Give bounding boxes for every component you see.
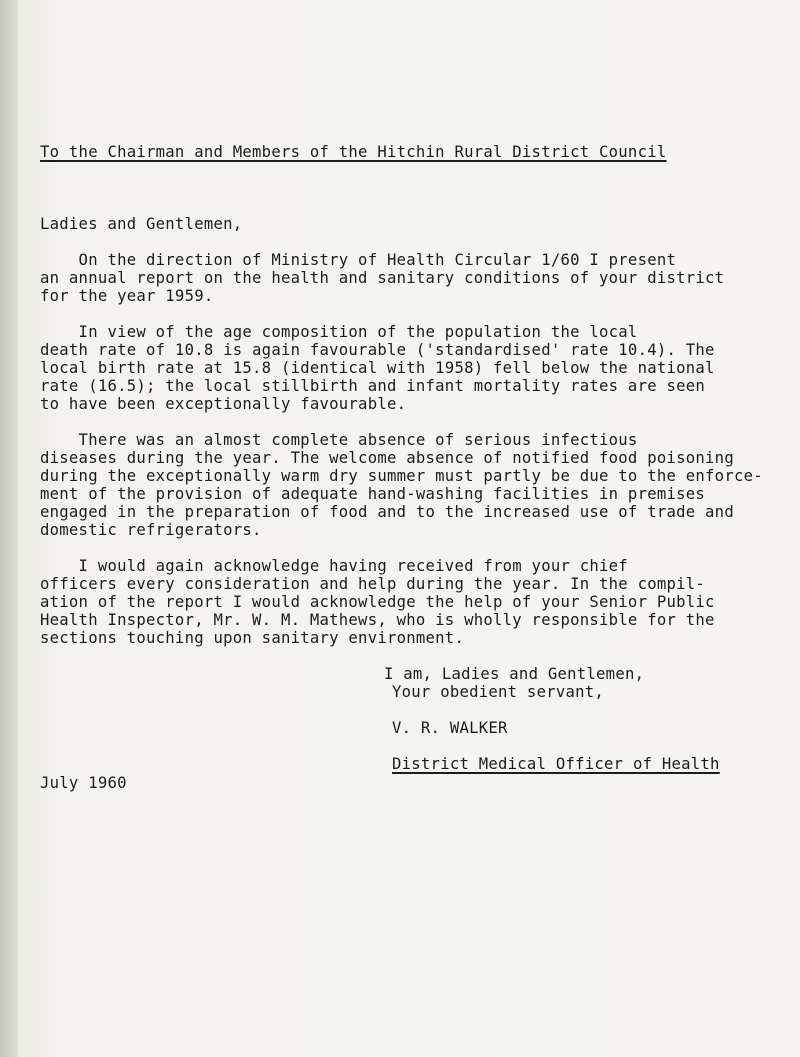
paragraph-3-line-6: domestic refrigerators.: [40, 521, 262, 539]
paragraph-4-line-1: I would again acknowledge having received from your chief: [40, 557, 628, 575]
paragraph-2-line-3: local birth rate at 15.8 (identical with 1958) fell below the national: [40, 359, 715, 377]
paragraph-1-line-2: an annual report on the health and sanitary conditions of your district: [40, 269, 725, 287]
paragraph-3-line-5: engaged in the preparation of food and to the increased use of trade and: [40, 503, 734, 521]
paragraph-2-line-2: death rate of 10.8 is again favourable ('standardised' rate 10.4). The: [40, 341, 715, 359]
paragraph-3-line-4: ment of the provision of adequate hand-washing facilities in premises: [40, 485, 706, 503]
paragraph-1-line-1: On the direction of Ministry of Health Circular 1/60 I present: [40, 251, 677, 269]
signatory-title: District Medical Officer of Health: [392, 755, 720, 773]
paragraph-4-line-2: officers every consideration and help during the year. In the compil-: [40, 575, 706, 593]
paragraph-2-line-5: to have been exceptionally favourable.: [40, 395, 407, 413]
addressee-line: To the Chairman and Members of the Hitchin Rural District Council: [40, 143, 667, 161]
letter-date: July 1960: [40, 774, 127, 792]
signatory-name: V. R. WALKER: [392, 719, 508, 737]
paragraph-3-line-2: diseases during the year. The welcome absence of notified food poisoning: [40, 449, 734, 467]
paragraph-2-line-1: In view of the age composition of the population the local: [40, 323, 638, 341]
paragraph-4-line-5: sections touching upon sanitary environment.: [40, 629, 465, 647]
paragraph-3-line-3: during the exceptionally warm dry summer must partly be due to the enforce-: [40, 467, 763, 485]
closing-line-1: I am, Ladies and Gentlemen,: [384, 665, 645, 683]
paragraph-1-line-3: for the year 1959.: [40, 287, 214, 305]
paragraph-2-line-4: rate (16.5); the local stillbirth and infant mortality rates are seen: [40, 377, 706, 395]
paragraph-4-line-3: ation of the report I would acknowledge the help of your Senior Public: [40, 593, 715, 611]
paragraph-4-line-4: Health Inspector, Mr. W. M. Mathews, who is wholly responsible for the: [40, 611, 715, 629]
salutation: Ladies and Gentlemen,: [40, 215, 243, 233]
page-binding-edge: [0, 0, 18, 1057]
paragraph-3-line-1: There was an almost complete absence of serious infectious: [40, 431, 638, 449]
closing-line-2: Your obedient servant,: [392, 683, 605, 701]
